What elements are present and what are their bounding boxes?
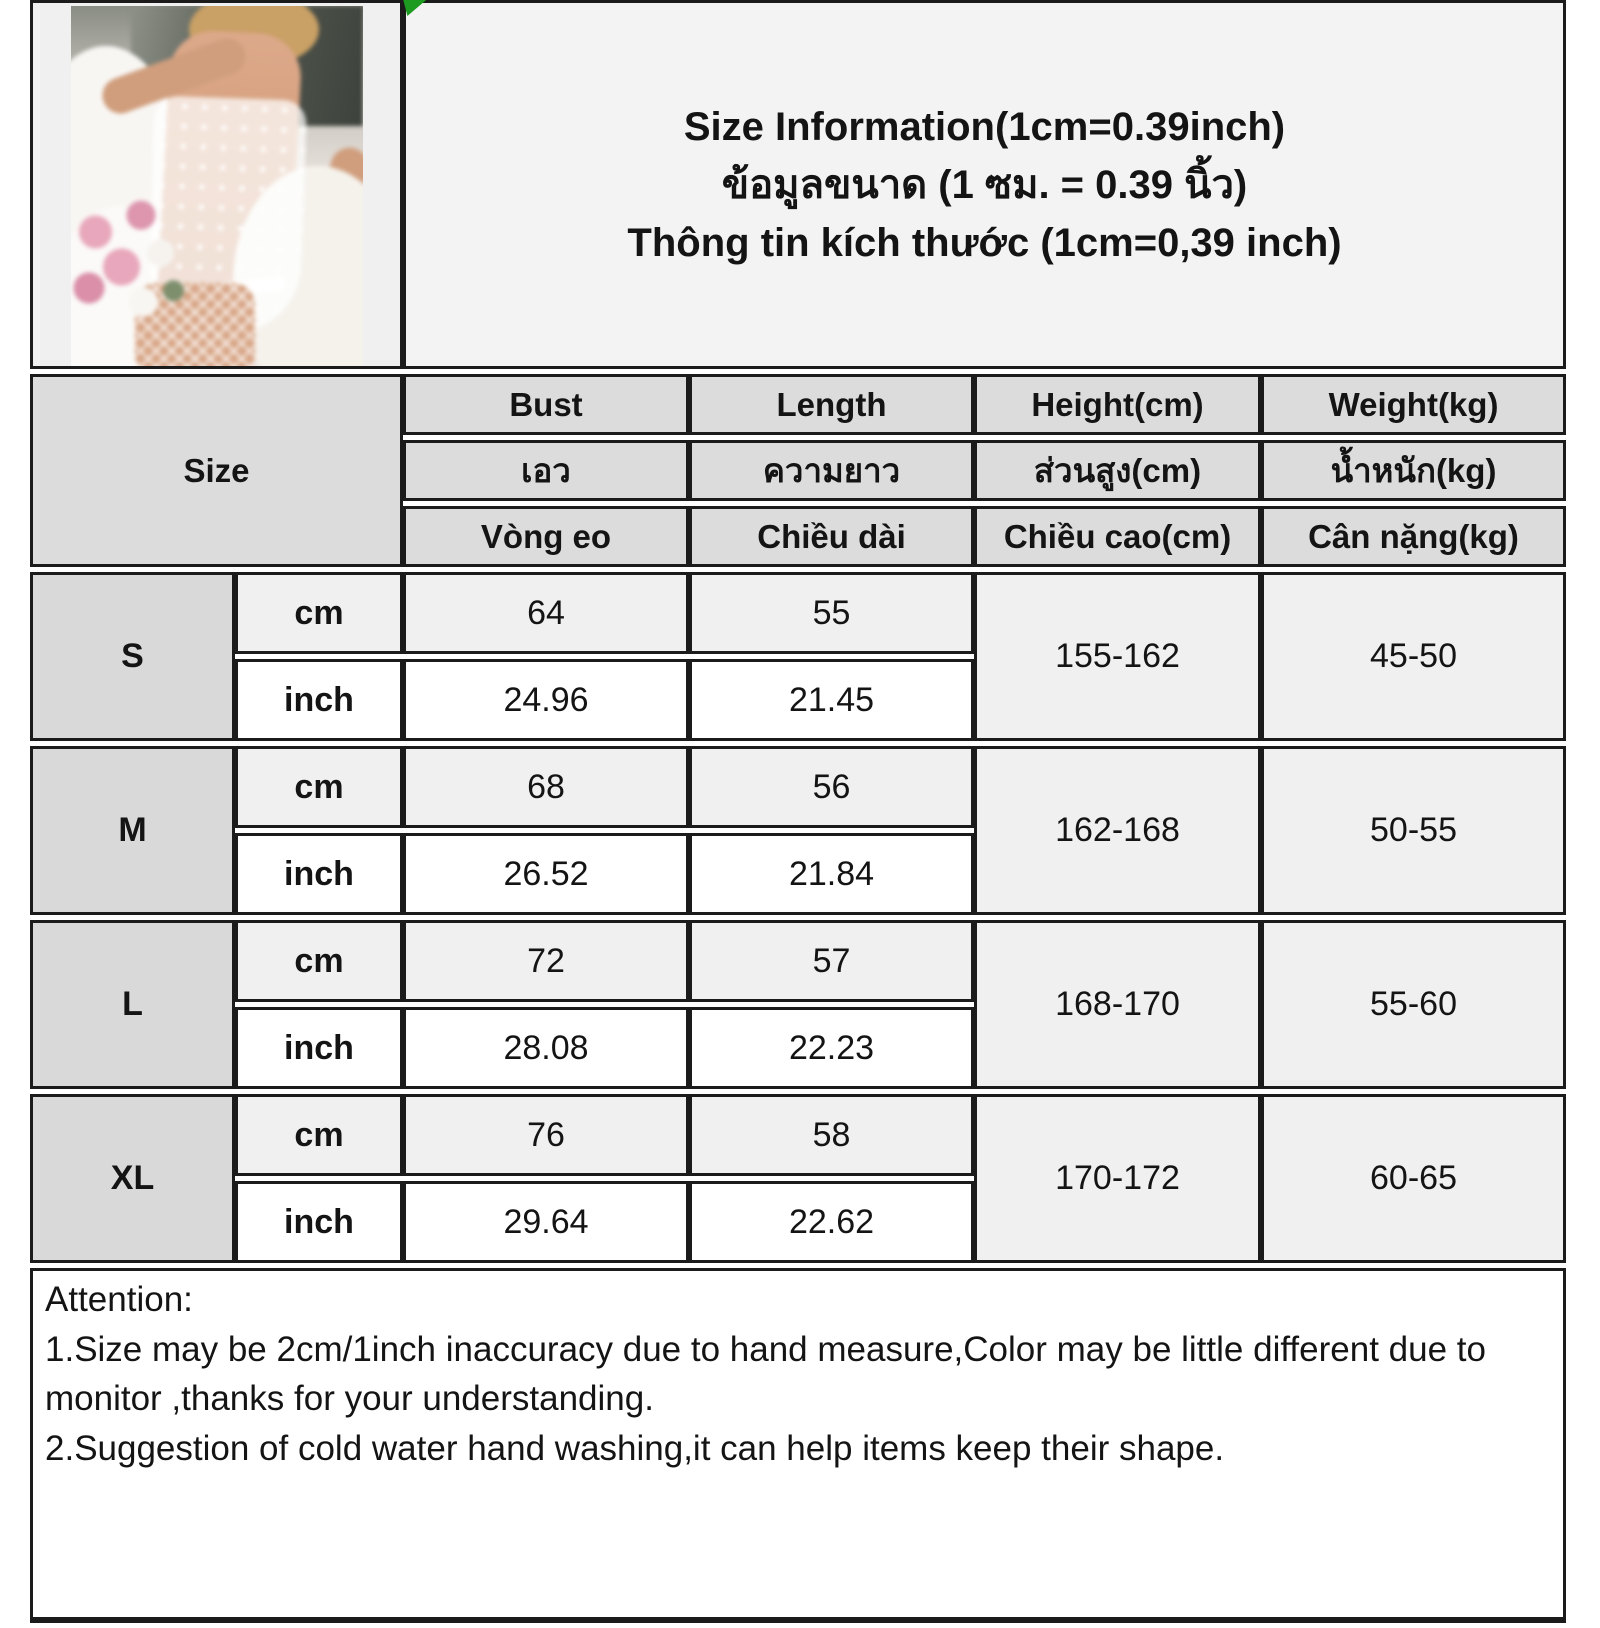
length-cm-value: 58 xyxy=(689,1094,974,1176)
bust-inch-value: 26.52 xyxy=(403,833,689,915)
bust-inch-value: 24.96 xyxy=(403,659,689,741)
size-row-cm xyxy=(30,920,1566,1002)
length-cm-value: 55 xyxy=(689,572,974,654)
bust-inch-value: 29.64 xyxy=(403,1181,689,1263)
title-vietnamese: Thông tin kích thước (1cm=0,39 inch) xyxy=(627,220,1342,265)
unit-inch-label: inch xyxy=(235,1181,403,1263)
bust-cm-value: 64 xyxy=(403,572,689,654)
col-header-length-th: ความยาว xyxy=(689,440,974,501)
photo-flower-bouquet xyxy=(71,190,193,330)
weight-range-value: 55-60 xyxy=(1261,920,1566,1089)
length-inch-value: 21.45 xyxy=(689,659,974,741)
unit-inch-label: inch xyxy=(235,1007,403,1089)
title-thai: ข้อมูลขนาด (1 ซม. = 0.39 นิ้ว) xyxy=(721,162,1248,207)
col-header-height-vi: Chiều cao(cm) xyxy=(974,506,1261,567)
size-chart-table xyxy=(30,0,1566,1628)
product-photo xyxy=(71,6,363,366)
unit-inch-label: inch xyxy=(235,833,403,915)
title-cell xyxy=(403,0,1566,369)
size-label: XL xyxy=(30,1094,235,1263)
length-inch-value: 21.84 xyxy=(689,833,974,915)
attention-cell xyxy=(30,1268,1566,1623)
size-label: M xyxy=(30,746,235,915)
length-cm-value: 56 xyxy=(689,746,974,828)
length-cm-value: 57 xyxy=(689,920,974,1002)
attention-heading: Attention: xyxy=(45,1280,193,1319)
height-range-value: 170-172 xyxy=(974,1094,1261,1263)
col-header-bust-th: เอว xyxy=(403,440,689,501)
size-row-cm xyxy=(30,572,1566,654)
size-row-cm xyxy=(30,1094,1566,1176)
col-header-length-en: Length xyxy=(689,374,974,435)
size-row-cm xyxy=(30,746,1566,828)
bust-cm-value: 68 xyxy=(403,746,689,828)
col-header-bust-vi: Vòng eo xyxy=(403,506,689,567)
weight-range-value: 45-50 xyxy=(1261,572,1566,741)
col-header-bust-en: Bust xyxy=(403,374,689,435)
size-label: L xyxy=(30,920,235,1089)
top-row xyxy=(30,0,1566,369)
bust-inch-value: 28.08 xyxy=(403,1007,689,1089)
product-photo-art xyxy=(71,6,363,366)
unit-cm-label: cm xyxy=(235,1094,403,1176)
title-english: Size Information(1cm=0.39inch) xyxy=(683,104,1286,149)
unit-cm-label: cm xyxy=(235,572,403,654)
unit-cm-label: cm xyxy=(235,746,403,828)
size-rows-body xyxy=(30,572,1566,1263)
attention-note-1: 1.Size may be 2cm/1inch inaccuracy due to hand measure,Color may be little different due to monitor ,thanks for your understanding. xyxy=(45,1329,1486,1419)
unit-inch-label: inch xyxy=(235,659,403,741)
unit-cm-label: cm xyxy=(235,920,403,1002)
col-header-height-th: ส่วนสูง(cm) xyxy=(974,440,1261,501)
bust-cm-value: 76 xyxy=(403,1094,689,1176)
attention-note-2: 2.Suggestion of cold water hand washing,it can help items keep their shape. xyxy=(45,1429,1225,1469)
col-header-height-en: Height(cm) xyxy=(974,374,1261,435)
weight-range-value: 50-55 xyxy=(1261,746,1566,915)
col-header-length-vi: Chiều dài xyxy=(689,506,974,567)
height-range-value: 155-162 xyxy=(974,572,1261,741)
attention-row xyxy=(30,1268,1566,1623)
weight-range-value: 60-65 xyxy=(1261,1094,1566,1263)
header-row-en xyxy=(30,374,1566,435)
size-label: S xyxy=(30,572,235,741)
length-inch-value: 22.62 xyxy=(689,1181,974,1263)
col-header-weight-vi: Cân nặng(kg) xyxy=(1261,506,1566,567)
bust-cm-value: 72 xyxy=(403,920,689,1002)
height-range-value: 162-168 xyxy=(974,746,1261,915)
height-range-value: 168-170 xyxy=(974,920,1261,1089)
size-column-header: Size xyxy=(30,374,403,567)
product-photo-cell xyxy=(30,0,403,369)
col-header-weight-th: น้ำหนัก(kg) xyxy=(1261,440,1566,501)
col-header-weight-en: Weight(kg) xyxy=(1261,374,1566,435)
length-inch-value: 22.23 xyxy=(689,1007,974,1089)
